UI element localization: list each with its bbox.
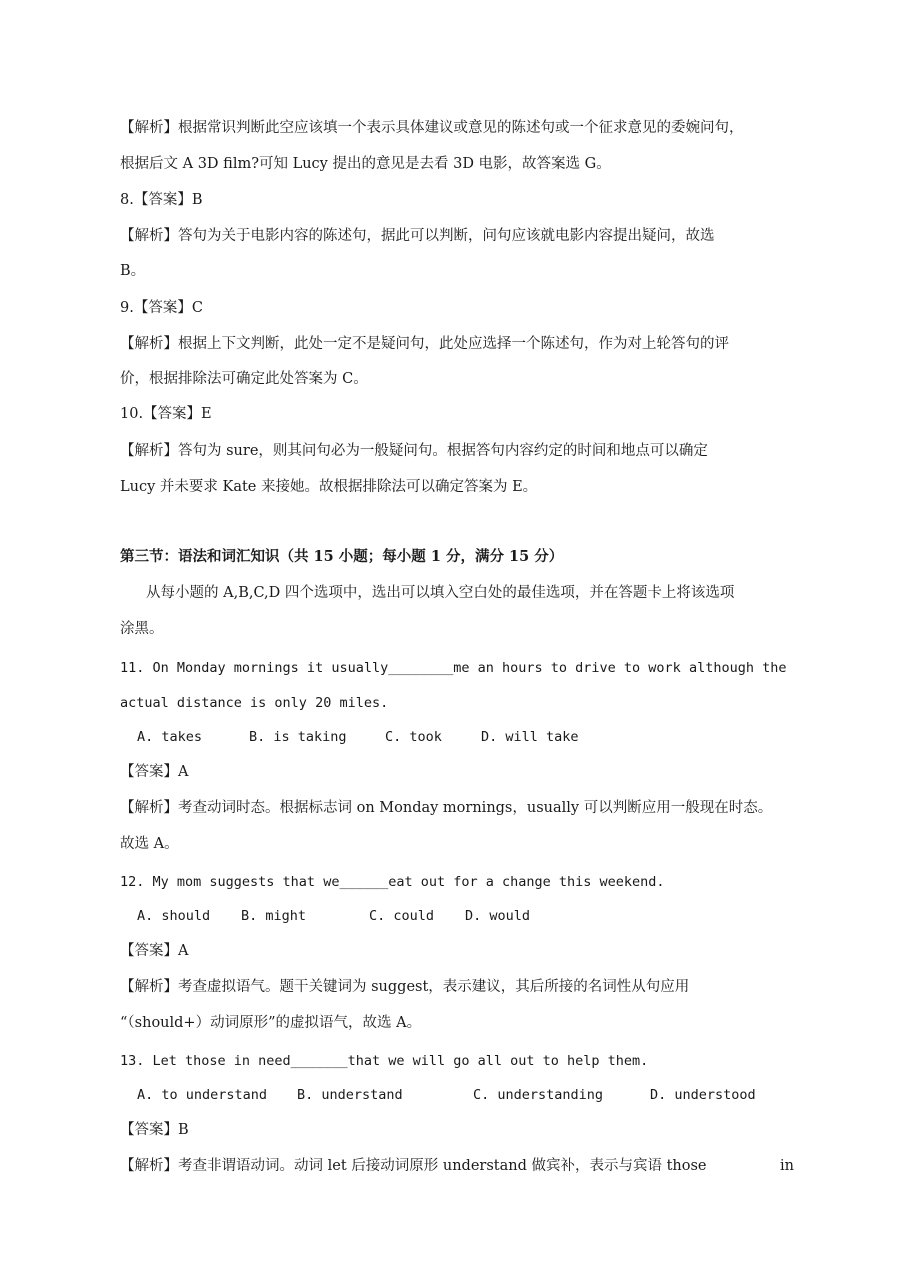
q11-answer: 【答案】A bbox=[120, 764, 189, 780]
q9-analysis-line1: 【解析】根据上下文判断，此处一定不是疑问句，此处应选择一个陈述句，作为对上轮答句的评 bbox=[120, 336, 729, 352]
q9-analysis-line2: 价，根据排除法可确定此处答案为 C。 bbox=[120, 371, 368, 387]
q13-option-c: C. understanding bbox=[473, 1087, 604, 1103]
q11-option-d: D. will take bbox=[481, 729, 579, 745]
q11-option-a: A. takes bbox=[137, 729, 203, 745]
q12-analysis-line1: 【解析】考查虚拟语气。题干关键词为 suggest，表示建议，其后所接的名词性从句应用 bbox=[120, 979, 690, 995]
q13-analysis-line1: 【解析】考查非谓语动词。动词 let 后接动词原形 understand 做宾补，表示与宾语 those bbox=[120, 1158, 707, 1174]
q12-option-c: C. could bbox=[369, 908, 435, 924]
q8-analysis-line1: 【解析】答句为关于电影内容的陈述句，据此可以判断，问句应该就电影内容提出疑问，故选 bbox=[120, 228, 715, 244]
q11-analysis-line1: 【解析】考查动词时态。根据标志词 on Monday mornings，usually 可以判断应用一般现在时态。 bbox=[120, 800, 773, 816]
q8-analysis-line2: B。 bbox=[120, 263, 146, 279]
q11-option-c: C. took bbox=[385, 729, 442, 745]
q12-option-b: B. might bbox=[241, 908, 307, 924]
q12-analysis-line2: “（should+）动词原形”的虚拟语气，故选 A。 bbox=[120, 1015, 422, 1031]
q7-analysis-line2: 根据后文 A 3D film?可知 Lucy 提出的意见是去看 3D 电影，故答案选 G。 bbox=[120, 156, 611, 172]
q11-stem-line2: actual distance is only 20 miles. bbox=[120, 695, 389, 711]
q13-stem: 13. Let those in need_______that we will go all out to help them. bbox=[120, 1053, 649, 1069]
section3-instructions-line1: 从每小题的 A,B,C,D 四个选项中，选出可以填入空白处的最佳选项，并在答题卡上将该选项 bbox=[146, 585, 735, 601]
q11-analysis-line2: 故选 A。 bbox=[120, 836, 179, 852]
q13-option-b: B. understand bbox=[297, 1087, 403, 1103]
q10-analysis-line1: 【解析】答句为 sure，则其问句必为一般疑问句。根据答句内容约定的时间和地点可以确定 bbox=[120, 443, 708, 459]
q11-stem-line1: 11. On Monday mornings it usually________me an hours to drive to work although the bbox=[120, 660, 787, 676]
q13-option-d: D. understood bbox=[650, 1087, 756, 1103]
q10-analysis-line2: Lucy 并未要求 Kate 来接她。故根据排除法可以确定答案为 E。 bbox=[120, 479, 538, 495]
q13-answer: 【答案】B bbox=[120, 1122, 189, 1138]
section3-instructions-line2: 涂黑。 bbox=[120, 621, 164, 637]
section3-heading: 第三节：语法和词汇知识（共 15 小题；每小题 1 分，满分 15 分） bbox=[120, 548, 564, 565]
q11-option-b: B. is taking bbox=[249, 729, 347, 745]
q12-answer: 【答案】A bbox=[120, 943, 189, 959]
q12-option-a: A. should bbox=[137, 908, 211, 924]
q7-analysis-line1: 【解析】根据常识判断此空应该填一个表示具体建议或意见的陈述句或一个征求意见的委婉问句， bbox=[120, 120, 744, 136]
q9-answer: 9.【答案】C bbox=[120, 300, 203, 316]
q10-answer: 10.【答案】E bbox=[120, 406, 212, 422]
q8-answer: 8.【答案】B bbox=[120, 192, 203, 208]
q12-stem: 12. My mom suggests that we______eat out for a change this weekend. bbox=[120, 874, 665, 890]
q13-option-a: A. to understand bbox=[137, 1087, 268, 1103]
q13-analysis-line1-end: in bbox=[780, 1158, 794, 1174]
q12-option-d: D. would bbox=[465, 908, 531, 924]
